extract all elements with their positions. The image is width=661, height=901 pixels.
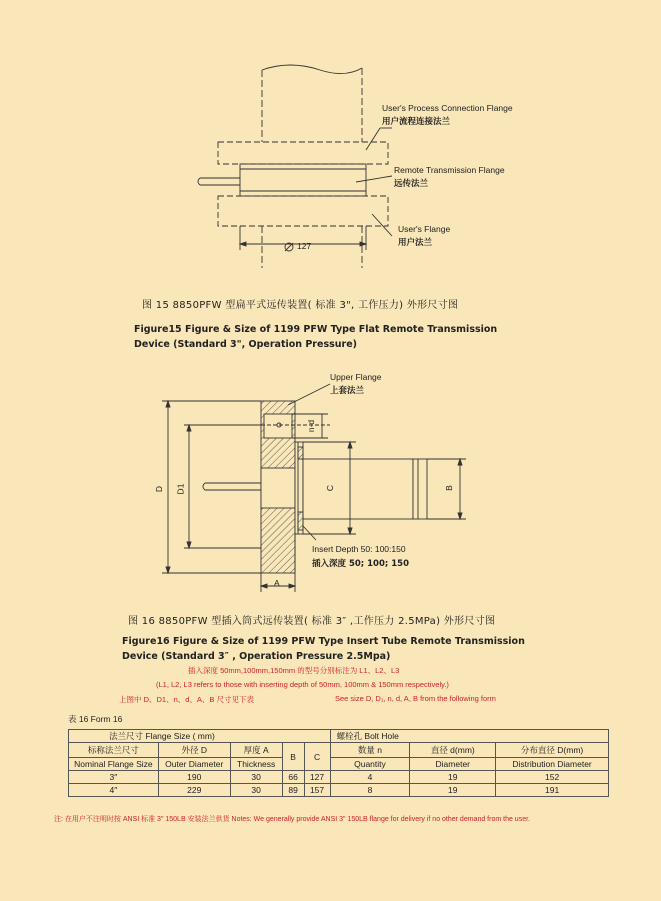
cell: 4″ <box>69 784 159 797</box>
cell: 191 <box>496 784 609 797</box>
col-header-en: Quantity <box>330 758 410 771</box>
note-insert-en: (L1, L2, L3 refers to those with inserting depth of 50mm, 100mm & 150mm respectively.) <box>156 680 449 689</box>
cell: 89 <box>282 784 304 797</box>
label-process-flange-en: User's Process Connection Flange <box>382 103 513 113</box>
label-upper-flange-en: Upper Flange <box>330 372 382 382</box>
table-row <box>69 784 609 797</box>
label-user-flange-cn: 用户法兰 <box>398 238 433 248</box>
col-header-c: C <box>304 743 330 771</box>
label-process-flange-cn: 用户流程连接法兰 <box>382 117 451 127</box>
table-title: 表 16 Form 16 <box>68 714 123 724</box>
cell: 19 <box>410 771 496 784</box>
table-row <box>69 771 609 784</box>
label-dim-d: D <box>154 485 165 493</box>
label-dim-c: C <box>325 484 336 492</box>
col-header-cn: 厚度 A <box>230 743 282 758</box>
cell: 3″ <box>69 771 159 784</box>
col-header-b: B <box>282 743 304 771</box>
cell: 19 <box>410 784 496 797</box>
col-header-cn: 标称法兰尺寸 <box>69 743 159 758</box>
figure-16-caption-cn: 图 16 8850PFW 型插入筒式远传装置( 标准 3″ ,工作压力 2.5MPa) 外形尺寸图 <box>128 616 496 627</box>
label-dim-nd: n-d <box>306 419 317 433</box>
footer-note: 注: 在用户不注明时按 ANSI 标准 3″ 150LB 安装法兰供货 Notes: We generally provide ANSI 3" 150LB flange for delivery if no other demand from the user. <box>54 816 530 823</box>
header-row-en <box>69 758 609 771</box>
col-header-cn: 分布直径 D(mm) <box>496 743 609 758</box>
group-flange-header: 法兰尺寸 Flange Size ( mm) <box>69 730 331 743</box>
cell: 152 <box>496 771 609 784</box>
cell: 229 <box>158 784 230 797</box>
cell: 30 <box>230 771 282 784</box>
figure-16-caption-en-2: Device (Standard 3″ , Operation Pressure 2.5Mpa) <box>122 651 391 662</box>
col-header-en: Distribution Diameter <box>496 758 609 771</box>
label-user-flange-en: User's Flange <box>398 224 451 234</box>
cell: 127 <box>304 771 330 784</box>
label-dim-b: B <box>443 485 454 491</box>
figure-15-caption-en-2: Device (Standard 3", Operation Pressure) <box>134 339 357 350</box>
label-diameter-127: 127 <box>297 241 312 251</box>
figure-15-caption-en-1: Figure15 Figure & Size of 1199 PFW Type Flat Remote Transmission <box>134 324 498 335</box>
cell: 4 <box>330 771 410 784</box>
note-see-cn: 上图中 D、D1、n、d、A、B 尺寸见下表 <box>119 695 255 704</box>
label-insert-depth-en: Insert Depth 50: 100:150 <box>312 544 406 554</box>
label-dim-a: A <box>274 578 280 588</box>
col-header-en: Nominal Flange Size <box>69 758 159 771</box>
cell: 8 <box>330 784 410 797</box>
figure-16-caption-en-1: Figure16 Figure & Size of 1199 PFW Type Insert Tube Remote Transmission <box>122 636 525 647</box>
col-header-en: Outer Diameter <box>158 758 230 771</box>
col-header-en: Thickness <box>230 758 282 771</box>
label-dim-d1: D1 <box>175 483 186 495</box>
spec-table <box>68 729 609 797</box>
header-row-cn <box>69 743 609 758</box>
cell: 190 <box>158 771 230 784</box>
group-bolt-header: 螺栓孔 Bolt Hole <box>330 730 608 743</box>
cell: 157 <box>304 784 330 797</box>
note-see-en: See size D, D₁, n, d, A, B from the following form <box>335 694 496 703</box>
note-insert-cn: 插入深度 50mm,100mm,150mm 的型号分别标注为 L1、L2、L3 <box>188 666 400 675</box>
cell: 66 <box>282 771 304 784</box>
col-header-en: Diameter <box>410 758 496 771</box>
figure-15-drawing <box>0 0 661 300</box>
figure-15-caption-cn: 图 15 8850PFW 型扁平式远传装置( 标准 3", 工作压力) 外形尺寸图 <box>142 300 459 311</box>
col-header-cn: 直径 d(mm) <box>410 743 496 758</box>
label-insert-depth-cn: 插入深度 50; 100; 150 <box>312 559 409 569</box>
col-header-cn: 数量 n <box>330 743 410 758</box>
label-upper-flange-cn: 上套法兰 <box>330 386 365 396</box>
label-remote-flange-en: Remote Transmission Flange <box>394 165 505 175</box>
col-header-cn: 外径 D <box>158 743 230 758</box>
label-remote-flange-cn: 远传法兰 <box>394 179 429 189</box>
cell: 30 <box>230 784 282 797</box>
